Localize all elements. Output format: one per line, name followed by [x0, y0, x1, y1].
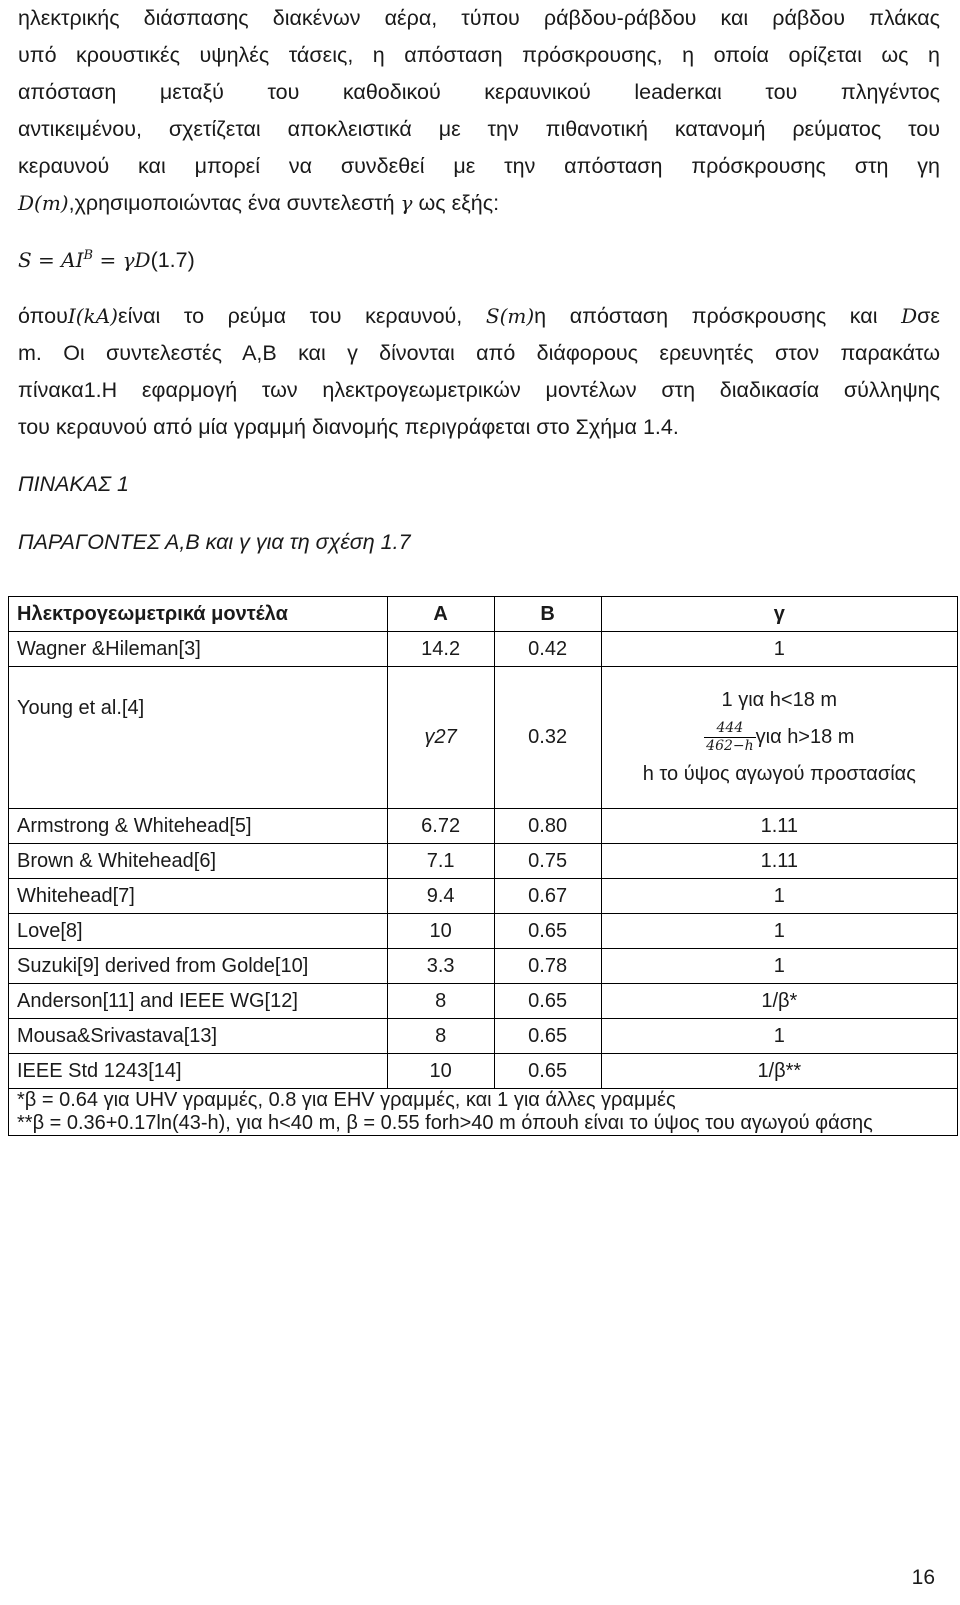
- value-a: 10: [387, 914, 494, 949]
- value-a: 9.4: [387, 879, 494, 914]
- table-row: [9, 949, 958, 984]
- page-number: 16: [911, 1566, 935, 1589]
- value-gamma: 1.11: [601, 844, 957, 879]
- model-name: Suzuki[9] derived from Golde[10]: [9, 949, 388, 984]
- model-name: Armstrong & Whitehead[5]: [9, 809, 388, 844]
- gamma-condition-2: [610, 719, 949, 756]
- table-body: [9, 809, 958, 1089]
- value-b: 0.42: [494, 632, 601, 667]
- math-symbol: I(kA): [67, 304, 118, 328]
- table-subtitle: ΠΑΡΑΓΟΝΤΕΣ Α,Β και γ για τη σχέση 1.7: [18, 530, 411, 554]
- footnote-2: **β = 0.36+0.17ln(43-h), για h<40 m, β = 0.55 forh>40 m όπουh είναι το ύψος του αγωγού φάσης: [17, 1112, 873, 1134]
- value-gamma: 1: [601, 879, 957, 914]
- table-row: [9, 879, 958, 914]
- text-line: κεραυνού και μπορεί να συνδεθεί με την απόσταση πρόσκρουσης στη γη: [18, 154, 940, 178]
- table-row: [9, 1019, 958, 1054]
- value-b: 0.65: [494, 984, 601, 1019]
- gamma-condition-text: για h>18 m: [755, 726, 855, 748]
- value-b: 0.80: [494, 809, 601, 844]
- text-line: [18, 185, 940, 222]
- gamma-condition-1: 1 για h<18 m: [721, 689, 838, 711]
- value-gamma: 1: [601, 949, 957, 984]
- text-fragment: όπου: [18, 304, 68, 328]
- header-gamma: γ: [601, 597, 957, 632]
- text-line: ηλεκτρικής διάσπασης διακένων αέρα, τύπου ράβδου-ράβδου και ράβδου πλάκας: [18, 6, 940, 30]
- model-name: Whitehead[7]: [9, 879, 388, 914]
- value-b: 0.75: [494, 844, 601, 879]
- header-a: A: [387, 597, 494, 632]
- value-gamma: 1: [601, 632, 957, 667]
- text-fragment: είναι το ρεύμα του κεραυνού,: [117, 304, 486, 328]
- value-a: γ27: [387, 667, 494, 809]
- value-b: 0.67: [494, 879, 601, 914]
- gamma-fraction: [704, 720, 755, 755]
- model-name: Mousa&Srivastava[13]: [9, 1019, 388, 1054]
- text-fragment: ,χρησιμοποιώντας ένα συντελεστή: [68, 191, 401, 215]
- value-gamma: 1.11: [601, 809, 957, 844]
- equation-lhs: S = AI: [18, 248, 84, 273]
- math-symbol: D: [901, 304, 918, 328]
- value-b: 0.32: [494, 667, 601, 809]
- text-line: πίνακα1.Η εφαρμογή των ηλεκτρογεωμετρικών μοντέλων στη διαδικασία σύλληψης: [18, 378, 940, 402]
- value-b: 0.78: [494, 949, 601, 984]
- value-a: 8: [387, 1019, 494, 1054]
- value-b: 0.65: [494, 1019, 601, 1054]
- header-models: Ηλεκτρογεωμετρικά μοντέλα: [9, 597, 388, 632]
- value-gamma: 1: [601, 914, 957, 949]
- text-line: m. Οι συντελεστές Α,Β και γ δίνονται από διάφορους ερευνητές στον παρακάτω: [18, 341, 940, 365]
- table-row: [9, 914, 958, 949]
- footnote-1: *β = 0.64 για UHV γραμμές, 0.8 για EHV γραμμές, και 1 για άλλες γραμμές: [17, 1089, 676, 1111]
- value-a: 14.2: [387, 632, 494, 667]
- value-a: 10: [387, 1054, 494, 1089]
- table-row: [9, 809, 958, 844]
- value-a: 7.1: [387, 844, 494, 879]
- value-a: 6.72: [387, 809, 494, 844]
- model-name: Love[8]: [9, 914, 388, 949]
- model-name: Young et al.[4]: [9, 667, 388, 809]
- intro-paragraph: [18, 0, 940, 222]
- model-name: Anderson[11] and IEEE WG[12]: [9, 984, 388, 1019]
- value-gamma: 1: [601, 1019, 957, 1054]
- header-b: B: [494, 597, 601, 632]
- table-row: [9, 1054, 958, 1089]
- table-row: [9, 844, 958, 879]
- model-name: IEEE Std 1243[14]: [9, 1054, 388, 1089]
- text-fragment: ως εξής:: [412, 191, 500, 215]
- text-fragment: σε: [917, 304, 940, 328]
- math-symbol: D(m): [18, 191, 69, 215]
- fraction-numerator: 444: [704, 720, 755, 738]
- value-b: 0.65: [494, 1054, 601, 1089]
- table-notes-row: [9, 1089, 958, 1136]
- math-symbol: S(m): [485, 304, 535, 328]
- table-row: [9, 632, 958, 667]
- table-row: [9, 667, 958, 809]
- value-gamma: 1/β*: [601, 984, 957, 1019]
- equation-rhs: = γD: [93, 248, 151, 273]
- model-name: Wagner &Hileman[3]: [9, 632, 388, 667]
- definition-paragraph: [18, 298, 940, 446]
- text-line: του κεραυνού από μία γραμμή διανομής περιγράφεται στο Σχήμα 1.4.: [18, 415, 679, 439]
- text-line: απόσταση μεταξύ του καθοδικού κεραυνικού leaderκαι του πληγέντος: [18, 80, 940, 104]
- value-gamma: [601, 667, 957, 809]
- math-symbol: γ: [400, 191, 413, 215]
- text-fragment: η απόσταση πρόσκρουσης και: [534, 304, 902, 328]
- text-line: υπό κρουστικές υψηλές τάσεις, η απόσταση πρόσκρουσης, η οποία ορίζεται ως η: [18, 43, 940, 67]
- value-b: 0.65: [494, 914, 601, 949]
- table-row: [9, 984, 958, 1019]
- model-name: Brown & Whitehead[6]: [9, 844, 388, 879]
- value-a: 8: [387, 984, 494, 1019]
- text-line: [18, 298, 940, 335]
- value-gamma: 1/β**: [601, 1054, 957, 1089]
- equation-number: (1.7): [150, 248, 195, 273]
- coefficients-table: [8, 596, 958, 1136]
- fraction-denominator: 462−h: [706, 738, 754, 755]
- text-line: αντικειμένου, σχετίζεται αποκλειστικά με την πιθανοτική κατανομή ρεύματος του: [18, 117, 940, 141]
- gamma-note: h το ύψος αγωγού προστασίας: [642, 763, 916, 785]
- table-notes: [9, 1089, 958, 1136]
- table-header-row: [9, 597, 958, 632]
- equation-exponent: B: [83, 248, 94, 263]
- equation: [18, 248, 195, 273]
- value-a: 3.3: [387, 949, 494, 984]
- table-title: ΠΙΝΑΚΑΣ 1: [18, 472, 129, 496]
